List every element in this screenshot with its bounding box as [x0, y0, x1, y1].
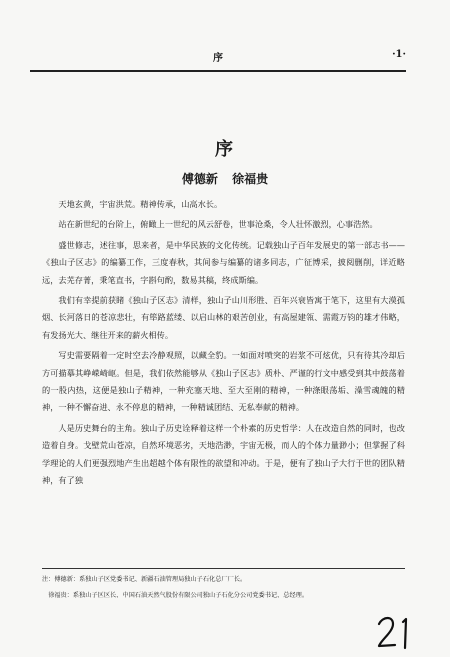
- header-chapter-title: 序: [213, 53, 223, 64]
- header-page-number: ·1·: [392, 49, 406, 60]
- body-text: [42, 196, 405, 493]
- paragraph: 我们有幸提前获睹《独山子区志》清样，独山子山川形胜、百年兴衰皆寓于笔下，这里有大漠孤烟、长河落日的苍凉悲壮，有筚路蓝缕、以启山林的艰苦创业，有高屋建瓴、需霞万钧的雄才伟略，有发扬光大、继往开来的薪火相传。: [42, 295, 405, 340]
- paragraph: 盛世修志，述往事，思来者，是中华民族的文化传统。记载独山子百年发展史的第一部志书——《独山子区志》的编纂工作，三度春秋，其间参与编纂的诸多同志，广征博采，披阅删削，详近略远，去芜存菁，秉笔直书，字斟句酌，数易其稿，终成斯编。: [42, 239, 405, 285]
- author-line: [0, 170, 450, 187]
- handwritten-page-number: [375, 612, 415, 652]
- footnote: 徐福贵：系独山子区区长、中国石油天然气股份有限公司独山子石化分公司党委书记、总经理。: [48, 592, 309, 599]
- paragraph: 写史需要隔着一定时空去冷静观照，以藏全豹。一如面对喷突的岩浆不可炫优，只有待其冷却后方可描摹其峥嵘崎岖。但是，我们依然能够从《独山子区志》质朴、严谨的行文中感受到其中鼓荡着的一股内热，这便是独山子精神，一种充塞天地、至大至刚的精神，一种涤眼荡垢、澡雪魂魄的精神，一种不懈奋进、永不停息的精神，一种精诚团结、无私奉献的精神。: [42, 350, 405, 413]
- paragraph: 人是历史舞台的主角。独山子历史诠释着这样一个朴素的历史哲学：人在改造自然的同时，也改造着自身。戈壁荒山苍凉，自然环境恶劣，天地浩渺，宇宙无极，而人的个体力量渺小；但掌握了科学理论的人们更强烈地产生出超越个体有限性的欲望和冲动。于是，便有了独山子大行于世的团队精神，有了独: [42, 422, 405, 486]
- footnote-divider: [42, 568, 405, 569]
- header-divider: [30, 70, 406, 72]
- running-header: [30, 49, 406, 65]
- paragraph: 天地玄黄，宇宙洪荒。精神传承，山高水长。: [58, 199, 223, 209]
- footnote: 注：傅德新：系独山子区党委书记、新疆石油管理局独山子石化总厂厂长。: [42, 576, 247, 583]
- author-name: 徐福贵: [232, 172, 269, 186]
- paragraph: 站在新世纪的台阶上，俯瞰上一世纪的风云舒卷，世事沧桑，令人壮怀激烈，心事浩然。: [58, 219, 378, 230]
- author-name: 傅德新: [181, 172, 218, 186]
- page-title: 序: [215, 139, 235, 160]
- footnotes: [42, 573, 405, 603]
